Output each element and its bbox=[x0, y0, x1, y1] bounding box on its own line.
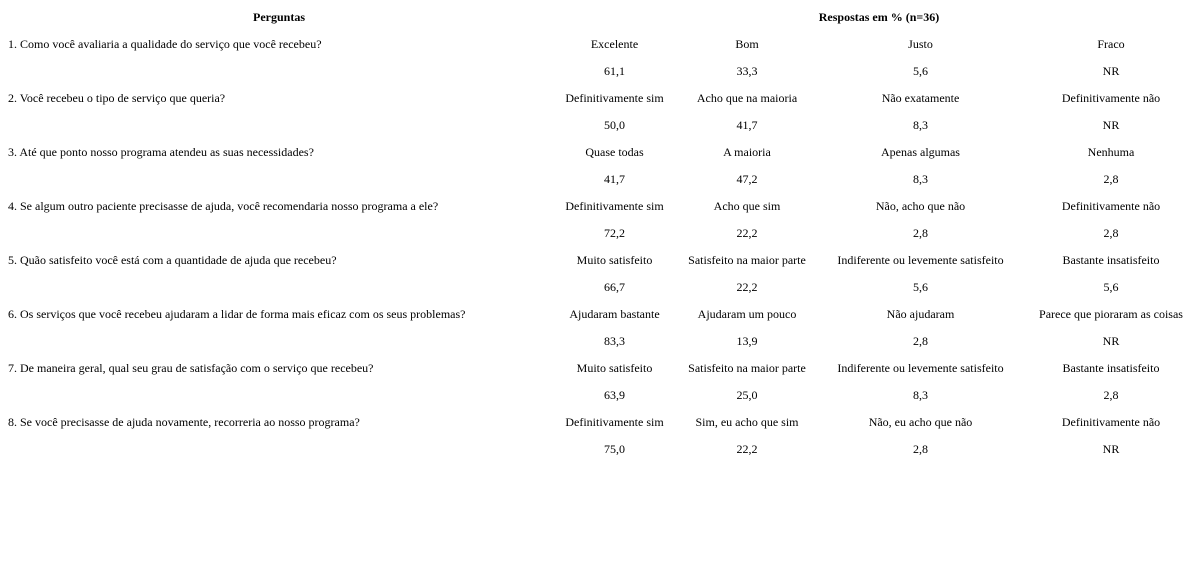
response-percent: 47,2 bbox=[736, 172, 758, 186]
question-text: 6. Os serviços que você recebeu ajudaram a lidar de forma mais eficaz com os seus problemas? bbox=[8, 307, 466, 321]
response-option: Acho que sim bbox=[713, 199, 781, 213]
question-row bbox=[2, 85, 1202, 112]
response-percent: 41,7 bbox=[736, 118, 758, 132]
survey-table bbox=[2, 4, 1202, 463]
response-option: Definitivamente sim bbox=[565, 415, 664, 429]
percent-row bbox=[2, 166, 1202, 193]
response-option: Definitivamente não bbox=[1061, 91, 1161, 105]
response-option: Bastante insatisfeito bbox=[1062, 361, 1160, 375]
question-text: 2. Você recebeu o tipo de serviço que queria? bbox=[8, 91, 226, 105]
response-option: Quase todas bbox=[585, 145, 644, 159]
empty-cell bbox=[2, 58, 556, 85]
question-text: 5. Quão satisfeito você está com a quantidade de ajuda que recebeu? bbox=[8, 253, 337, 267]
response-option: Acho que na maioria bbox=[696, 91, 798, 105]
response-percent: 5,6 bbox=[1103, 280, 1119, 294]
questions-header: Perguntas bbox=[253, 10, 305, 24]
response-option: Bastante insatisfeito bbox=[1062, 253, 1160, 267]
response-option: Indiferente ou levemente satisfeito bbox=[837, 361, 1004, 375]
question-text: 8. Se você precisasse de ajuda novamente, recorreria ao nosso programa? bbox=[8, 415, 360, 429]
response-option: Muito satisfeito bbox=[576, 253, 653, 267]
response-option: Excelente bbox=[590, 37, 639, 51]
response-percent: 2,8 bbox=[1103, 388, 1119, 402]
header-row bbox=[2, 4, 1202, 31]
percent-row bbox=[2, 328, 1202, 355]
response-option: Apenas algumas bbox=[881, 145, 960, 159]
response-percent: 13,9 bbox=[736, 334, 758, 348]
response-option: Sim, eu acho que sim bbox=[695, 415, 799, 429]
response-option: Bom bbox=[735, 37, 759, 51]
question-row bbox=[2, 247, 1202, 274]
response-percent: 66,7 bbox=[604, 280, 625, 294]
question-row bbox=[2, 355, 1202, 382]
response-option: Definitivamente não bbox=[1061, 415, 1161, 429]
response-option: Definitivamente não bbox=[1061, 199, 1161, 213]
question-row bbox=[2, 301, 1202, 328]
question-text: 1. Como você avaliaria a qualidade do serviço que você recebeu? bbox=[8, 37, 322, 51]
response-option: Definitivamente sim bbox=[565, 91, 664, 105]
response-percent: 2,8 bbox=[913, 334, 928, 348]
response-option: Nenhuma bbox=[1087, 145, 1135, 159]
response-option: Não ajudaram bbox=[886, 307, 955, 321]
response-option: Justo bbox=[908, 37, 933, 51]
response-percent: NR bbox=[1102, 64, 1120, 78]
question-row bbox=[2, 193, 1202, 220]
response-option: Ajudaram um pouco bbox=[697, 307, 797, 321]
response-percent: 61,1 bbox=[604, 64, 625, 78]
empty-cell bbox=[2, 112, 556, 139]
response-percent: 2,8 bbox=[913, 226, 928, 240]
response-percent: 22,2 bbox=[736, 442, 758, 456]
response-percent: 5,6 bbox=[913, 64, 928, 78]
response-option: Parece que pioraram as coisas bbox=[1039, 307, 1183, 321]
response-percent: 33,3 bbox=[736, 64, 758, 78]
percent-row bbox=[2, 220, 1202, 247]
percent-row bbox=[2, 58, 1202, 85]
response-option: Satisfeito na maior parte bbox=[688, 253, 806, 267]
response-percent: 72,2 bbox=[604, 226, 625, 240]
response-percent: 2,8 bbox=[913, 442, 928, 456]
response-option: Indiferente ou levemente satisfeito bbox=[837, 253, 1004, 267]
empty-cell bbox=[2, 382, 556, 409]
empty-cell bbox=[2, 220, 556, 247]
question-text: 7. De maneira geral, qual seu grau de satisfação com o serviço que recebeu? bbox=[8, 361, 374, 375]
question-row bbox=[2, 409, 1202, 436]
response-option: Satisfeito na maior parte bbox=[688, 361, 806, 375]
question-row bbox=[2, 31, 1202, 58]
response-option: Definitivamente sim bbox=[565, 199, 664, 213]
response-percent: 41,7 bbox=[604, 172, 625, 186]
response-option: Não exatamente bbox=[881, 91, 960, 105]
question-row bbox=[2, 139, 1202, 166]
response-percent: 5,6 bbox=[913, 280, 928, 294]
response-option: A maioria bbox=[723, 145, 771, 159]
percent-row bbox=[2, 274, 1202, 301]
response-percent: 83,3 bbox=[604, 334, 625, 348]
percent-row bbox=[2, 382, 1202, 409]
response-percent: NR bbox=[1102, 118, 1120, 132]
response-percent: 50,0 bbox=[604, 118, 625, 132]
response-option: Fraco bbox=[1097, 37, 1125, 51]
response-percent: 8,3 bbox=[913, 118, 928, 132]
response-percent: 2,8 bbox=[1103, 226, 1119, 240]
response-option: Não, eu acho que não bbox=[868, 415, 973, 429]
response-percent: 8,3 bbox=[913, 388, 928, 402]
response-percent: NR bbox=[1102, 334, 1120, 348]
question-text: 4. Se algum outro paciente precisasse de ajuda, você recomendaria nosso programa a ele? bbox=[8, 199, 439, 213]
empty-cell bbox=[2, 274, 556, 301]
percent-row bbox=[2, 112, 1202, 139]
response-percent: 75,0 bbox=[604, 442, 625, 456]
response-percent: 63,9 bbox=[604, 388, 625, 402]
empty-cell bbox=[2, 436, 556, 463]
empty-cell bbox=[2, 166, 556, 193]
response-option: Muito satisfeito bbox=[576, 361, 653, 375]
response-percent: 8,3 bbox=[913, 172, 928, 186]
response-percent: 25,0 bbox=[736, 388, 758, 402]
percent-row bbox=[2, 436, 1202, 463]
empty-cell bbox=[2, 328, 556, 355]
response-option: Não, acho que não bbox=[875, 199, 966, 213]
response-percent: NR bbox=[1102, 442, 1120, 456]
question-text: 3. Até que ponto nosso programa atendeu as suas necessidades? bbox=[8, 145, 314, 159]
response-percent: 22,2 bbox=[736, 280, 758, 294]
response-percent: 2,8 bbox=[1103, 172, 1119, 186]
responses-header: Respostas em % (n=36) bbox=[818, 10, 940, 24]
response-percent: 22,2 bbox=[736, 226, 758, 240]
response-option: Ajudaram bastante bbox=[569, 307, 660, 321]
